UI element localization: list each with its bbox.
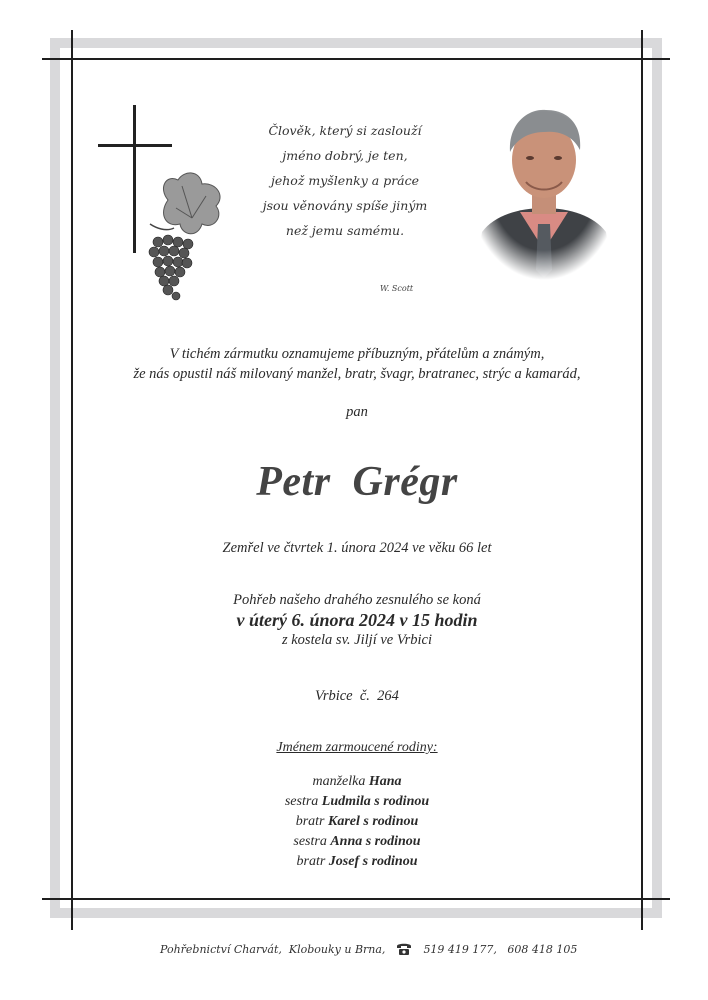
family-relation: bratr <box>295 814 325 829</box>
funeral-line: Pohřeb našeho drahého zesnulého se koná <box>233 592 481 608</box>
family-member-name: Ludmila s rodinou <box>321 794 430 809</box>
family-relation: sestra <box>284 794 319 809</box>
quote-text <box>250 118 440 243</box>
funeral-company: Pohřebnictví Charvát, Klobouky u Brna, <box>160 942 386 956</box>
cross-grapes-emblem <box>96 100 236 310</box>
quote-line: jméno dobrý, je ten, <box>282 148 408 163</box>
deceased-name: Petr Grégr <box>256 459 458 505</box>
funeral-date: v úterý 6. února 2024 v 15 hodin <box>236 610 478 630</box>
grape-cluster-icon <box>149 173 220 300</box>
cross-icon <box>98 105 172 253</box>
family-member-name: Hana <box>368 774 402 789</box>
address: Vrbice č. 264 <box>315 688 399 704</box>
family-member-name: Anna s rodinou <box>330 834 421 849</box>
family-member <box>73 852 641 872</box>
family-relation: sestra <box>293 834 327 849</box>
family-member-name: Karel s rodinou <box>328 814 419 829</box>
intro-text <box>73 344 641 384</box>
frame-line-top <box>42 58 670 60</box>
quote-line: jehož myšlenky a práce <box>270 173 420 188</box>
frame-line-bottom <box>42 898 670 900</box>
family-list <box>73 772 641 872</box>
family-relation: bratr <box>296 854 326 869</box>
family-heading-text: Jménem zarmoucené rodiny: <box>276 740 438 755</box>
family-member-name: Josef s rodinou <box>328 854 418 869</box>
phone-numbers: 519 419 177, 608 418 105 <box>423 942 578 956</box>
funeral-service-footer <box>160 942 600 956</box>
phone-icon <box>395 942 413 956</box>
funeral-info <box>73 590 641 650</box>
quote-line: jsou věnovány spíše jiným <box>262 198 428 213</box>
quote-author: W. Scott <box>380 284 414 293</box>
intro-line: že nás opustil náš milovaný manžel, bratr, švagr, bratranec, strýc a kamarád, <box>133 366 581 382</box>
quote-line: Člověk, který si zaslouží <box>268 123 422 138</box>
family-relation: manželka <box>312 774 366 789</box>
portrait-photo <box>474 100 614 280</box>
family-member <box>73 792 641 812</box>
family-member <box>73 772 641 792</box>
family-member <box>73 812 641 832</box>
funeral-place: z kostela sv. Jiljí ve Vrbici <box>281 632 433 648</box>
frame-line-right <box>641 30 643 930</box>
death-info: Zemřel ve čtvrtek 1. února 2024 ve věku 66 let <box>222 540 492 556</box>
title-word: pan <box>346 404 368 420</box>
family-heading <box>73 740 641 756</box>
intro-line: V tichém zármutku oznamujeme příbuzným, přátelům a známým, <box>169 346 545 362</box>
family-member <box>73 832 641 852</box>
quote-line: než jemu samému. <box>285 223 405 238</box>
